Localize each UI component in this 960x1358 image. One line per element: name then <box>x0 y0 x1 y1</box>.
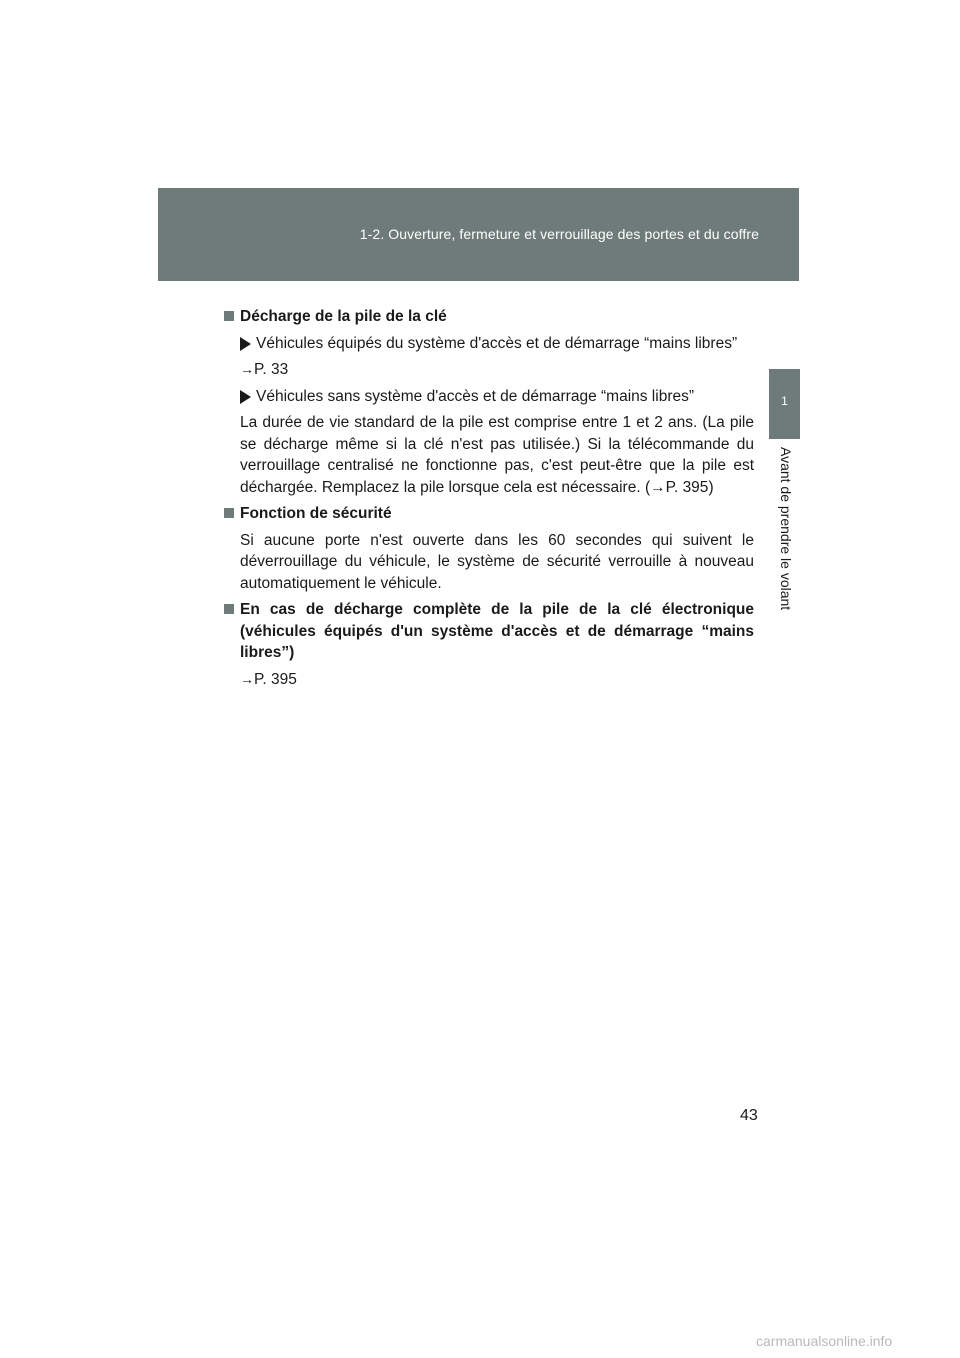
chapter-tab <box>769 369 800 439</box>
page-reference[interactable] <box>224 669 754 691</box>
triangle-bullet-icon <box>240 390 251 404</box>
heading-text: Fonction de sécurité <box>240 505 392 522</box>
reference-text: P. 33 <box>254 361 289 378</box>
page-number: 43 <box>740 1107 758 1124</box>
square-bullet-icon <box>224 311 234 321</box>
reference-text: P. 395 <box>254 670 297 688</box>
watermark: carmanualsonline.info <box>756 1333 893 1349</box>
security-paragraph <box>224 530 754 595</box>
square-bullet-icon <box>224 604 234 614</box>
heading-text: Décharge de la pile de la clé <box>240 308 447 325</box>
bullet-without-system <box>224 386 754 408</box>
square-bullet-icon <box>224 508 234 518</box>
section-header <box>158 188 799 281</box>
chapter-label: Avant de prendre le volant <box>778 447 794 611</box>
inline-page-reference[interactable]: P. 395 <box>665 478 709 496</box>
section-title: 1-2. Ouverture, fermeture et verrouillage des portes et du coffre <box>359 226 759 242</box>
arrow-right-icon: → <box>240 670 254 687</box>
paragraph-text: ) <box>708 478 714 496</box>
arrow-right-icon: → <box>650 478 666 496</box>
bullet-with-system <box>224 333 754 355</box>
triangle-bullet-icon <box>240 337 251 351</box>
chapter-number: 1 <box>781 394 788 408</box>
bullet-text: Véhicules sans système d'accès et de démarrage “mains libres” <box>256 387 695 405</box>
heading-security <box>224 503 754 525</box>
battery-paragraph <box>224 412 754 498</box>
bullet-text: Véhicules équipés du système d'accès et de démarrage “mains libres” <box>256 334 738 352</box>
page-content <box>224 306 754 690</box>
heading-battery <box>224 306 754 328</box>
paragraph-text: La durée de vie standard de la pile est comprise entre 1 et 2 ans. (La pile se décharge même si la clé n'est pas utilisée.) Si la télécommande du verrouillage centralisé ne fonctionne pas, c'est peut-être que la pile est déchargée. Remplacez la pile lorsque cela est nécessaire. ( <box>240 414 754 496</box>
paragraph-text: Si aucune porte n'est ouverte dans les 60 secondes qui suivent le déverrouillage du véhicule, le système de sécurité verrouille à nouveau automatiquement le véhicule. <box>240 531 754 592</box>
heading-full-discharge <box>224 599 754 664</box>
heading-text: En cas de décharge complète de la pile de la clé électronique (véhicules équipés d'un système d'accès et de démarrage “mains libres”) <box>240 601 754 661</box>
page-reference[interactable] <box>224 359 754 381</box>
arrow-right-icon: → <box>240 361 254 377</box>
